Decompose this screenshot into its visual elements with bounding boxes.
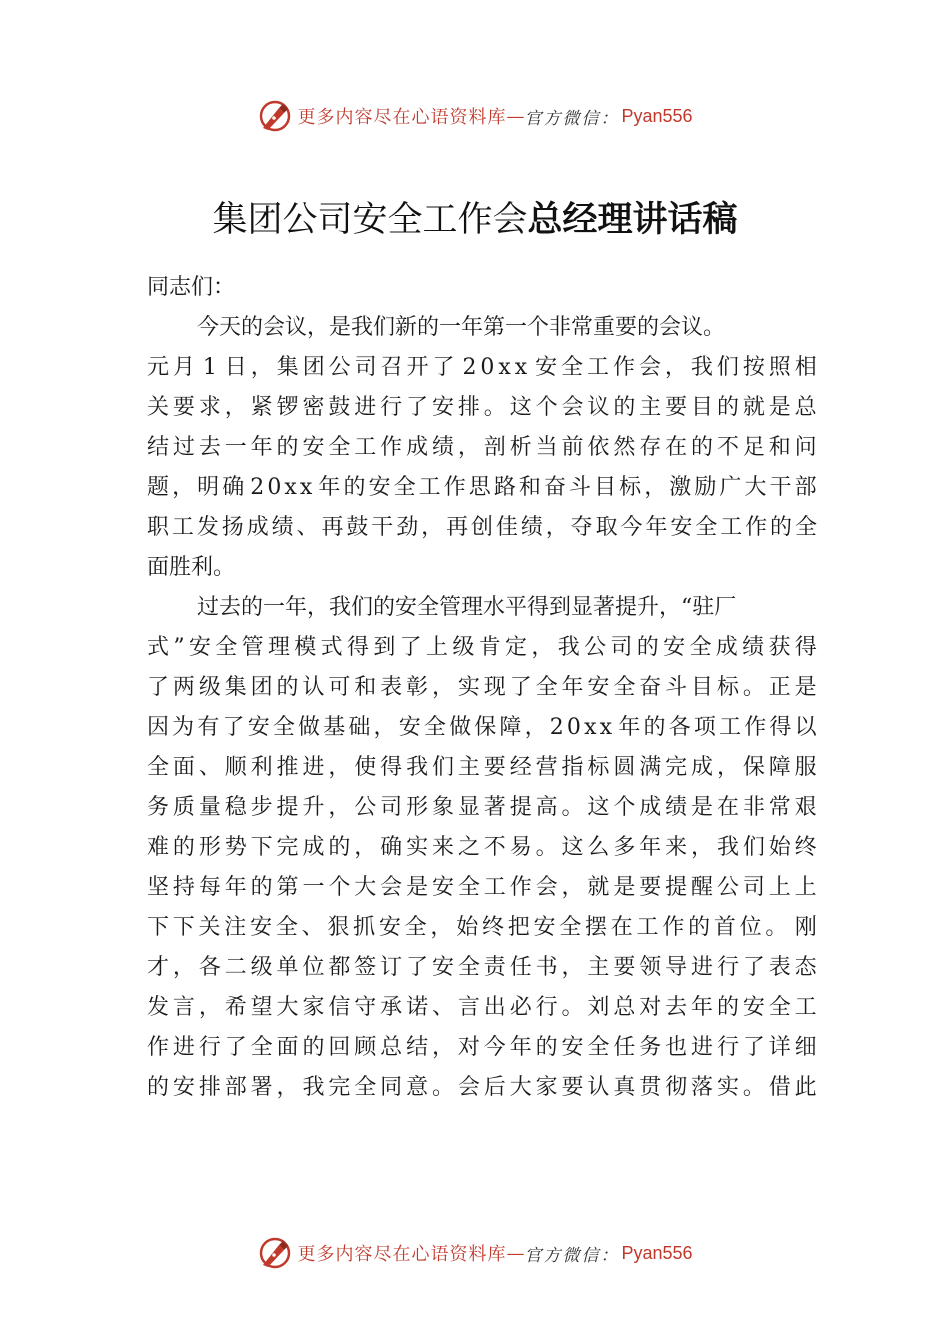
paragraph-line: 因 为 有 了 安 全 做 基 础 ， 安 全 做 保 障 ， 2 0 x x 年 的 各 项 工 作 得 以: [147, 715, 817, 740]
paragraph-line: 下 下 关 注 安 全 、 狠 抓 安 全 ， 始 终 把 安 全 摆 在 工 作 的 首 位 。 刚: [147, 915, 817, 940]
paragraph-line: 了 两 级 集 团 的 认 可 和 表 彰 ， 实 现 了 全 年 安 全 奋 斗 目 标 。 正 是: [147, 675, 817, 700]
paragraph-line: 元 月 1 日 ， 集 团 公 司 召 开 了 2 0 x x 安 全 工 作 会 ， 我 们 按 照 相: [147, 355, 817, 380]
title-regular: 集团公司安全工作会: [212, 200, 528, 240]
pen-nib-logo-icon: [257, 1235, 293, 1271]
banner-main-text: 更多内容尽在心语资料库: [297, 107, 507, 128]
paragraph-line: 坚 持 每 年 的 第 一 个 大 会 是 安 全 工 作 会 ， 就 是 要 提 醒 公 司 上 上: [147, 875, 817, 900]
paragraph-line: 发 言 ， 希 望 大 家 信 守 承 诺 、 言 出 必 行 。 刘 总 对 去 年 的 安 全 工: [147, 995, 817, 1020]
paragraph-line: 难 的 形 势 下 完 成 的 ， 确 实 来 之 不 易 。 这 么 多 年 来 ， 我 们 始 终: [147, 835, 817, 860]
paragraph-line: 式 ” 安 全 管 理 模 式 得 到 了 上 级 肯 定 ， 我 公 司 的 安 全 成 绩 获 得: [147, 635, 817, 660]
banner-wechat-id: Pyan556: [621, 1242, 693, 1263]
paragraph-line: 题 ， 明 确 2 0 x x 年 的 安 全 工 作 思 路 和 奋 斗 目 标 ， 激 励 广 大 干 部: [147, 475, 817, 500]
paragraph-line: 作 进 行 了 全 面 的 回 顾 总 结 ， 对 今 年 的 安 全 任 务 也 进 行 了 详 细: [147, 1035, 817, 1060]
paragraph-line: 才 ， 各 二 级 单 位 都 签 订 了 安 全 责 任 书 ， 主 要 领 导 进 行 了 表 态: [147, 955, 817, 980]
banner-wechat-label: 官方微信：: [524, 108, 620, 129]
banner-separator: —: [506, 105, 525, 127]
paragraph-line: 关 要 求 ， 紧 锣 密 鼓 进 行 了 安 排 。 这 个 会 议 的 主 要 目 的 就 是 总: [147, 395, 817, 420]
salutation-line: 同志们：: [147, 275, 236, 300]
paragraph-line: 务 质 量 稳 步 提 升 ， 公 司 形 象 显 著 提 高 。 这 个 成 绩 是 在 非 常 艰: [147, 795, 817, 820]
banner-wechat-id: Pyan556: [621, 105, 693, 126]
paragraph-line: 职 工 发 扬 成 绩 、 再 鼓 干 劲 ， 再 创 佳 绩 ， 夺 取 今 年 安 全 工 作 的 全: [147, 515, 817, 540]
paragraph-line: 全 面 、 顺 利 推 进 ， 使 得 我 们 主 要 经 营 指 标 圆 满 完 成 ， 保 障 服: [147, 755, 817, 780]
document-body: [147, 268, 817, 1108]
paragraph-line: 今天的会议，是我们新的一年第一个非常重要的会议。: [197, 315, 726, 340]
title-bold: 总经理讲话稿: [527, 200, 738, 240]
document-title: [0, 190, 950, 250]
paragraph-line: 的 安 排 部 署 ， 我 完 全 同 意 。 会 后 大 家 要 认 真 贯 彻 落 实 。 借 此: [147, 1075, 817, 1100]
banner-wechat-label: 官方微信：: [524, 1245, 620, 1266]
banner-main-text: 更多内容尽在心语资料库: [297, 1244, 507, 1265]
pen-nib-logo-icon: [257, 98, 293, 134]
header-banner: [0, 94, 950, 138]
paragraph-line: 过去的一年，我们的安全管理水平得到显著提升，“驻厂: [197, 595, 737, 620]
banner-separator: —: [506, 1242, 525, 1264]
paragraph-line: 结 过 去 一 年 的 安 全 工 作 成 绩 ， 剖 析 当 前 依 然 存 在 的 不 足 和 问: [147, 435, 817, 460]
footer-banner: [0, 1231, 950, 1275]
paragraph-line: 面胜利。: [147, 555, 236, 580]
